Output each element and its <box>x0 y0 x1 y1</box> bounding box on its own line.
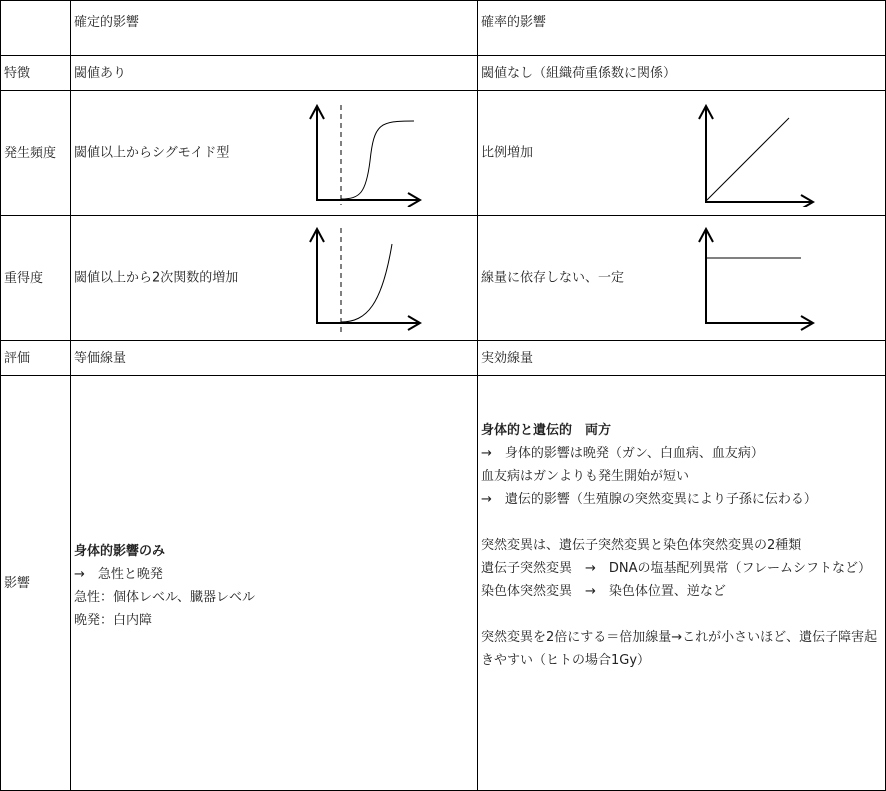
sigmoid-curve <box>341 121 414 199</box>
row-impact <box>1 376 886 791</box>
linear-line <box>706 118 789 201</box>
cell-impact-stochastic <box>478 376 886 791</box>
row-severity <box>1 216 886 341</box>
impact-stochastic-line: 突然変異は、遺伝子突然変異と染色体突然変異の2種類 <box>481 538 802 553</box>
impact-stochastic-line: → 身体的影響は晩発（ガン、白血病、血友病） <box>481 446 764 461</box>
row-label-severity: 重得度 <box>1 216 71 341</box>
impact-stochastic-line: 遺伝子突然変異 → DNAの塩基配列異常（フレームシフトなど） <box>481 561 872 576</box>
cell-frequency-stochastic <box>478 91 886 216</box>
header-stochastic: 確率的影響 <box>478 1 886 56</box>
severity-deterministic-text: 閾値以上から2次関数的増加 <box>74 270 239 286</box>
row-label-frequency: 発生頻度 <box>1 91 71 216</box>
header-corner-cell <box>1 1 71 56</box>
frequency-stochastic-text: 比例増加 <box>481 145 534 161</box>
header-row <box>1 1 886 56</box>
impact-deterministic-line: 晩発：白内障 <box>74 613 153 628</box>
sigmoid-curve-graph <box>302 101 422 207</box>
row-feature <box>1 56 886 91</box>
severity-stochastic-text: 線量に依存しない、一定 <box>481 270 625 286</box>
cell-severity-deterministic <box>71 216 478 341</box>
cell-feature-deterministic: 閾値あり <box>71 56 478 91</box>
row-label-impact: 影響 <box>1 376 71 791</box>
impact-deterministic-line: 急性：個体レベル、臓器レベル <box>74 590 255 605</box>
cell-feature-stochastic: 閾値なし（組織荷重係数に関係） <box>478 56 886 91</box>
row-label-feature: 特徴 <box>1 56 71 91</box>
quadratic-curve-graph <box>302 224 422 334</box>
impact-deterministic-line: → 急性と晩発 <box>74 567 163 582</box>
cell-impact-deterministic <box>71 376 478 791</box>
impact-stochastic-line: 血友病はガンよりも発生開始が短い <box>481 469 690 484</box>
impact-stochastic-line: → 遺伝的影響（生殖腺の突然変異により子孫に伝わる） <box>481 492 817 507</box>
impact-deterministic-line: 身体的影響のみ <box>74 544 166 559</box>
linear-increase-graph <box>691 101 816 207</box>
row-frequency <box>1 91 886 216</box>
impact-stochastic-line: 染色体突然変異 → 染色体位置、逆など <box>481 584 726 599</box>
header-deterministic: 確定的影響 <box>71 1 478 56</box>
impact-stochastic-line: 身体的と遺伝的 両方 <box>481 423 612 438</box>
cell-frequency-deterministic <box>71 91 478 216</box>
cell-severity-stochastic <box>478 216 886 341</box>
cell-evaluation-deterministic: 等価線量 <box>71 341 478 376</box>
impact-stochastic-line: 突然変異を2倍にする＝倍加線量→これが小さいほど、遺伝子障害起きやすい（ヒトの場合1Gy） <box>481 630 878 668</box>
constant-line-graph <box>691 224 816 332</box>
row-evaluation <box>1 341 886 376</box>
impact-stochastic-line <box>481 603 882 626</box>
cell-evaluation-stochastic: 実効線量 <box>478 341 886 376</box>
frequency-deterministic-text: 閾値以上からシグモイド型 <box>74 145 230 161</box>
impact-stochastic-line <box>481 511 882 534</box>
quadratic-curve <box>341 244 392 322</box>
row-label-evaluation: 評価 <box>1 341 71 376</box>
